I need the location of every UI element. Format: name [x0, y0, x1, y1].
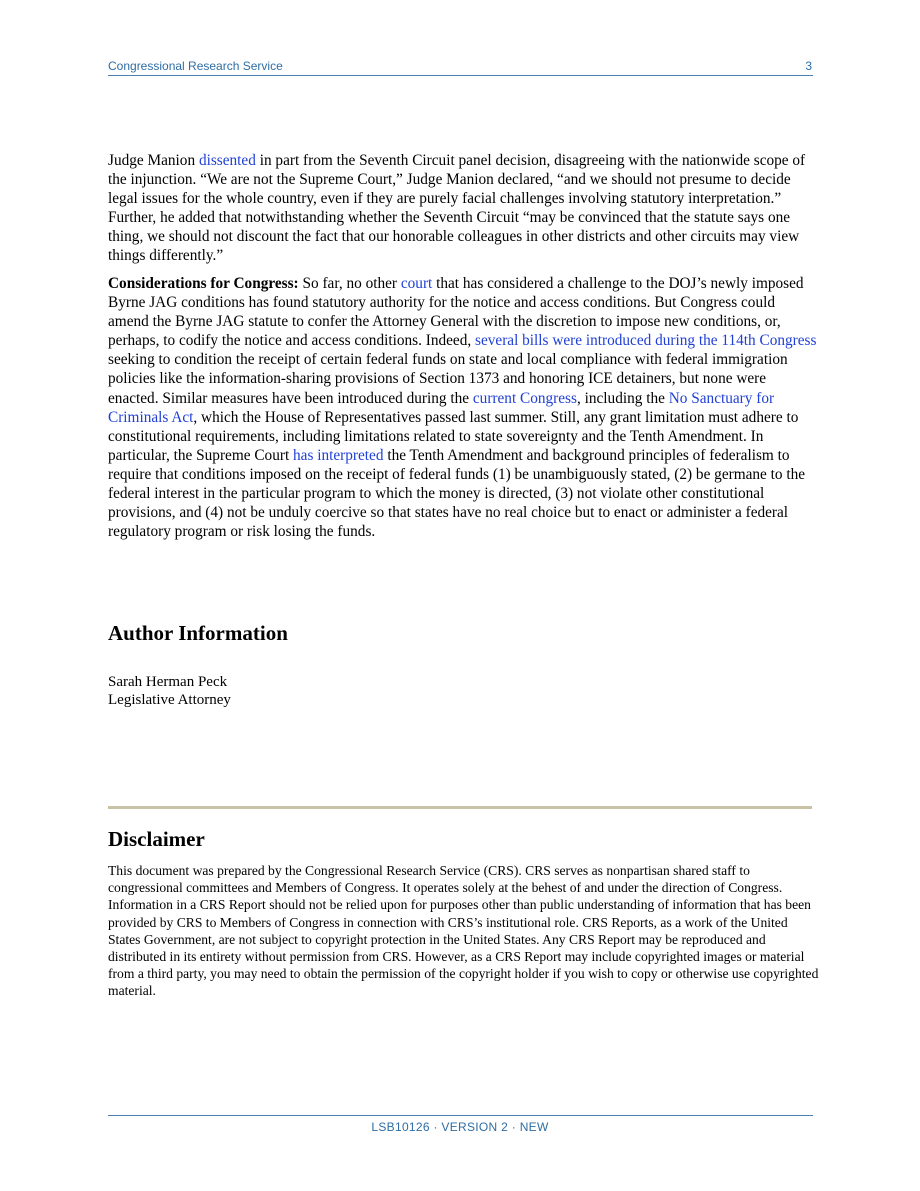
link-several-bills[interactable]: several bills were introduced during the 114th Congress — [475, 332, 817, 350]
author-name: Sarah Herman Peck — [108, 674, 228, 690]
paragraph-considerations — [108, 274, 818, 541]
link-no-sanctuary-act[interactable]: No Sanctuary for Criminals Act — [108, 389, 775, 426]
paragraph-text: the Tenth Amendment and background principles of federalism to require that conditions imposed on the receipt of federal funds (1) be unambiguously stated, (2) be germane to the federal interest in the particular program to which the money is directed, (3) not violate other constitutional provisions, and (4) not be unduly coercive so that states have no real choice but to enact or administer a federal regulatory program or risk losing the funds. — [108, 446, 806, 541]
author-title: Legislative Attorney — [108, 692, 231, 708]
footer-rule — [108, 1115, 813, 1116]
page-header — [108, 58, 813, 76]
link-court[interactable]: court — [400, 275, 433, 292]
link-current-congress[interactable]: current Congress — [472, 389, 577, 407]
paragraph-text: , which the House of Representatives passed last summer. Still, any grant limitation must adhere to constitutional requirements, including limitations related to state sovereignty and the Tenth Amendment. In particular, the Supreme Court — [108, 408, 799, 464]
paragraph-text: seeking to condition the receipt of certain federal funds on state and local compliance with federal immigration policies like the information-sharing provisions of Section 1373 and honoring ICE detainers, but none were enacted. Similar measures have been introduced during the — [108, 351, 788, 407]
paragraph-text: Judge Manion — [108, 152, 199, 169]
header-page-number: 3 — [805, 59, 812, 73]
paragraph-text: So far, no other — [298, 275, 401, 292]
author-information-heading: Author Information — [108, 621, 288, 645]
disclaimer-heading: Disclaimer — [108, 827, 205, 851]
author-block — [108, 673, 231, 709]
paragraph-text: that has considered a challenge to the DOJ’s newly imposed Byrne JAG conditions has found statutory authority for the notice and access conditions. But Congress could amend the Byrne JAG statute to confer the Attorney General with the discretion to impose new conditions, or, perhaps, to codify the notice and access conditions. Indeed, — [108, 275, 804, 350]
link-dissented[interactable]: dissented — [198, 152, 256, 169]
section-divider — [108, 806, 812, 809]
header-organization: Congressional Research Service — [108, 59, 283, 73]
paragraph-text: in part from the Seventh Circuit panel decision, disagreeing with the nationwide scope of the injunction. “We are not the Supreme Court,” Judge Manion declared, “and we should not presume to decide legal issues for the whole country, even if they are purely facial challenges involving statutory interpretation.” Further, he added that notwithstanding whether the Seventh Circuit “may be convinced that the statute says one thing, we should not discount the fact that our honorable colleagues in other districts and other circuits may view things differently.” — [108, 152, 806, 265]
paragraph-text: , including the — [576, 389, 669, 407]
considerations-lead: Considerations for Congress: — [108, 275, 299, 292]
disclaimer-text: This document was prepared by the Congressional Research Service (CRS). CRS serves as nonpartisan shared staff to congressional committees and Members of Congress. It operates solely at the behest of and under the direction of Congress. Information in a CRS Report should not be relied upon for purposes other than public understanding of information that has been provided by CRS to Members of Congress in connection with CRS’s institutional role. CRS Reports, as a work of the United States Government, are not subject to copyright protection in the United States. Any CRS Report may be reproduced and distributed in its entirety without permission from CRS. However, as a CRS Report may include copyrighted images or material from a third party, you may need to obtain the permission of the copyright holder if you wish to copy or otherwise use copyrighted material. — [108, 863, 819, 999]
footer-document-id: LSB10126 · VERSION 2 · NEW — [371, 1120, 549, 1134]
link-has-interpreted[interactable]: has interpreted — [293, 446, 384, 464]
paragraph-manion-dissent — [108, 151, 818, 266]
